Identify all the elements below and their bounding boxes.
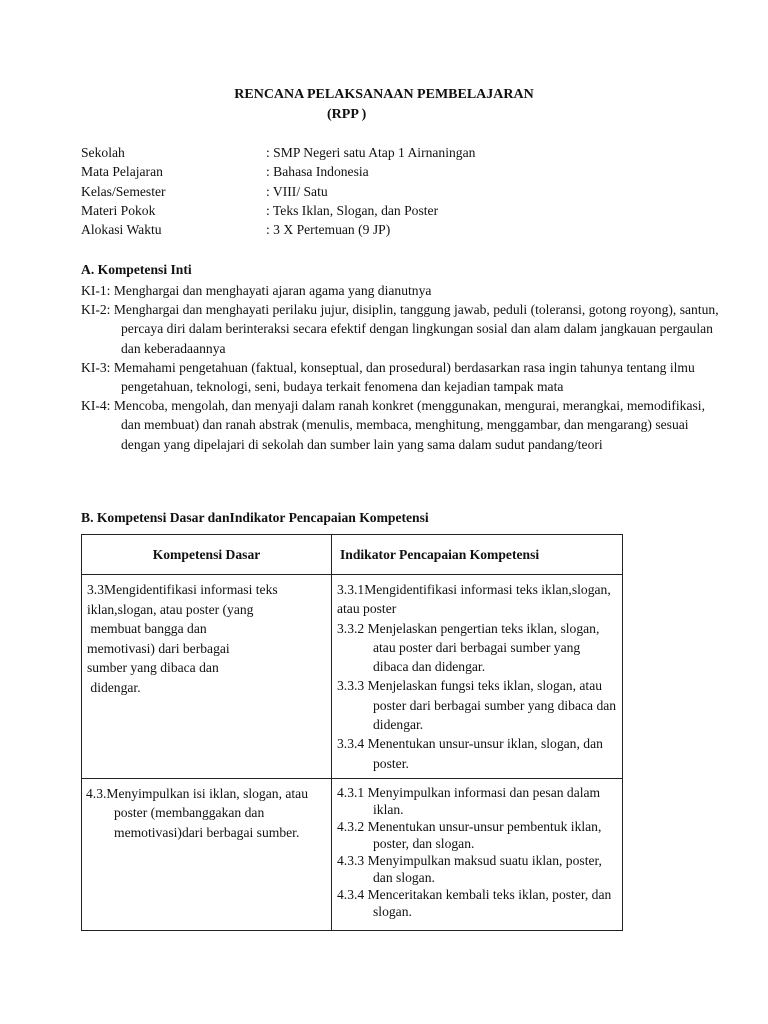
table-header-row	[82, 535, 623, 575]
kd-line: membuat bangga dan	[87, 621, 207, 636]
indicator-item: 3.3.2 Menjelaskan pengertian teks iklan, slogan, atau poster dari berbagai sumber yang dibaca dan didengar.	[337, 620, 600, 675]
kd-cell	[82, 575, 332, 779]
ki-item: KI-2: Menghargai dan menghayati perilaku jujur, disiplin, tanggung jawab, peduli (toleransi, gotong royong), santun, percaya diri dalam berinteraksi secara efektif dengan lingkungan sosial dan alam dalam jangkauan pergaulan dan keberadaannya	[81, 302, 719, 356]
kompetensi-inti-section	[81, 262, 719, 454]
identity-value: : SMP Negeri satu Atap 1 Airnaningan	[266, 145, 476, 160]
indicator-item: 3.3.3 Menjelaskan fungsi teks iklan, slogan, atau poster dari berbagai sumber yang dibaca dan didengar.	[337, 678, 617, 733]
document-title: RENCANA PELAKSANAAN PEMBELAJARAN	[234, 87, 534, 102]
section-a-heading: A. Kompetensi Inti	[81, 262, 192, 277]
identity-label: Mata Pelajaran	[81, 164, 163, 180]
identity-value: : Teks Iklan, Slogan, dan Poster	[266, 202, 439, 218]
kd-text: 4.3.Menyimpulkan isi iklan, slogan, atau poster (membanggakan dan memotivasi)dari berbagai sumber.	[86, 785, 309, 840]
kompetensi-table	[81, 534, 623, 931]
document-subtitle: (RPP )	[327, 107, 367, 122]
indicator-cell	[332, 778, 623, 930]
kd-line: memotivasi) dari berbagai	[87, 640, 230, 656]
indicator-item: 4.3.4 Menceritakan kembali teks iklan, poster, dan slogan.	[337, 886, 612, 919]
ki-item: KI-4: Mencoba, mengolah, dan menyaji dalam ranah konkret (menggunakan, mengurai, merangkai, memodifikasi, dan membuat) dan ranah abstrak (menulis, membaca, menghitung, menggambar, dan mengarang) sesuai dengan yang dipelajari di sekolah dan sumber lain yang sama dalam sudut pandang/teori	[81, 398, 705, 452]
kd-line: didengar.	[87, 679, 141, 695]
col-kompetensi-dasar-header: Kompetensi Dasar	[82, 535, 332, 575]
identity-value: : VIII/ Satu	[266, 183, 328, 199]
kd-line: iklan,slogan, atau poster (yang	[87, 601, 254, 617]
indicator-item: 4.3.2 Menentukan unsur-unsur pembentuk iklan, poster, dan slogan.	[337, 818, 602, 851]
col-indikator-header: Indikator Pencapaian Kompetensi	[332, 535, 623, 575]
kd-line: sumber yang dibaca dan	[87, 660, 219, 675]
indicator-item: 4.3.3 Menyimpulkan maksud suatu iklan, poster, dan slogan.	[337, 852, 602, 885]
table-row	[82, 778, 623, 930]
ki-item: KI-1: Menghargai dan menghayati ajaran agama yang dianutnya	[81, 283, 432, 298]
identity-label: Materi Pokok	[81, 202, 156, 218]
identity-label: Kelas/Semester	[81, 183, 166, 199]
identity-label: Sekolah	[81, 145, 125, 160]
kd-cell	[82, 778, 332, 930]
indicator-cell	[332, 575, 623, 779]
kd-line: 3.3Mengidentifikasi informasi teks	[87, 582, 278, 597]
identity-label: Alokasi Waktu	[81, 222, 162, 238]
section-b-heading: B. Kompetensi Dasar danIndikator Pencapaian Kompetensi	[81, 510, 429, 525]
indicator-item: 3.3.1Mengidentifikasi informasi teks iklan,slogan, atau poster	[337, 582, 611, 617]
table-row	[82, 575, 623, 779]
identity-value: : Bahasa Indonesia	[266, 164, 369, 180]
indicator-item: 3.3.4 Menentukan unsur-unsur iklan, slogan, dan poster.	[337, 736, 603, 771]
identity-value: : 3 X Pertemuan (9 JP)	[266, 222, 391, 238]
indicator-item: 4.3.1 Menyimpulkan informasi dan pesan dalam iklan.	[337, 784, 601, 817]
ki-item: KI-3: Memahami pengetahuan (faktual, konseptual, dan prosedural) berdasarkan rasa ingin tahunya tentang ilmu pengetahuan, teknologi, seni, budaya terkait fenomena dan kejadian tampak mata	[81, 359, 695, 395]
